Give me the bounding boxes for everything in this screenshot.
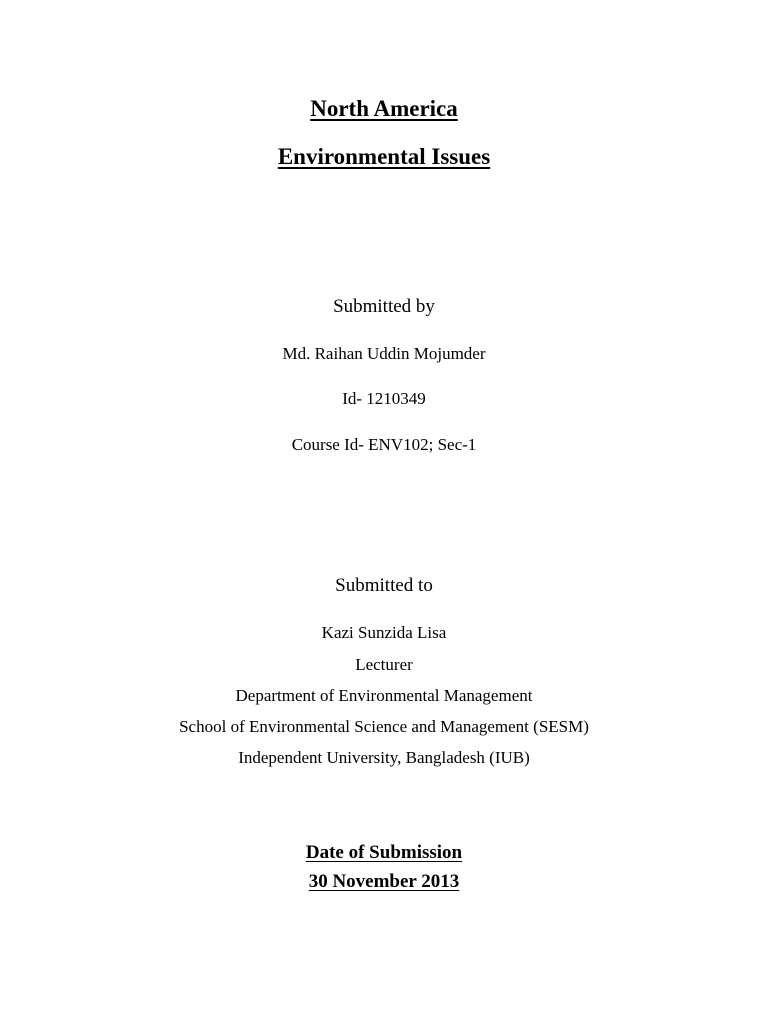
title-line-2: Environmental Issues	[277, 144, 491, 169]
submission-date: 30 November 2013	[308, 871, 460, 892]
university: Independent University, Bangladesh (IUB)	[238, 748, 530, 767]
student-id: Id- 1210349	[342, 389, 426, 408]
school: School of Environmental Science and Management (SESM)	[179, 717, 589, 736]
department: Department of Environmental Management	[235, 686, 533, 705]
submitted-to-heading: Submitted to	[335, 575, 433, 596]
submitted-by-heading: Submitted by	[333, 296, 435, 317]
lecturer-name: Kazi Sunzida Lisa	[321, 623, 447, 642]
student-name: Md. Raihan Uddin Mojumder	[282, 344, 486, 363]
course-id: Course Id- ENV102; Sec-1	[291, 435, 477, 454]
submission-date-label: Date of Submission	[305, 842, 463, 863]
lecturer-position: Lecturer	[355, 655, 413, 674]
title-line-1: North America	[310, 96, 458, 121]
